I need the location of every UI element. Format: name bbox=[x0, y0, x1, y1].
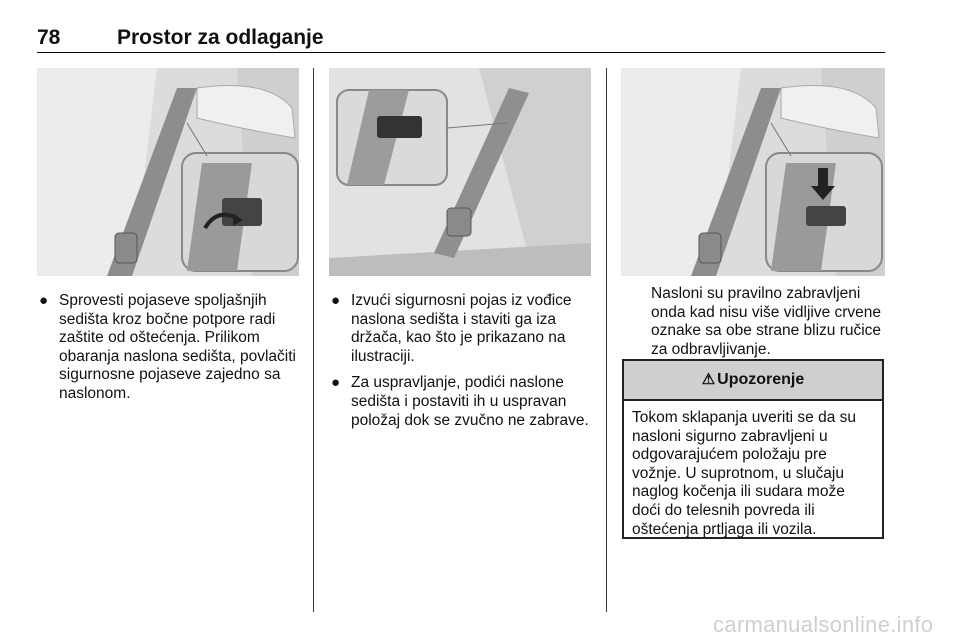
lock-check-paragraph: Nasloni su pravilno zabravljeni onda kad nisu više vidljive crvene oznake sa obe strane blizu ručice za odbravljivanje. bbox=[651, 285, 882, 358]
page-header bbox=[37, 26, 885, 54]
illustration-belt-side-support bbox=[37, 68, 299, 276]
col2-bullet-list bbox=[329, 292, 595, 438]
bullet-icon: ● bbox=[39, 292, 49, 309]
list-item: ● Za uspravljanje, podići naslone sedišta i postaviti ih u uspravan položaj dok se zvučno ne zabrave. bbox=[331, 374, 589, 429]
watermark: carmanualsonline.info bbox=[713, 612, 934, 637]
col1-bullet-list bbox=[37, 292, 299, 412]
illustration-belt-holder bbox=[329, 68, 591, 276]
bullet-icon: ● bbox=[331, 292, 341, 309]
column-divider bbox=[313, 68, 314, 612]
warning-triangle-icon: ⚠ bbox=[701, 371, 716, 388]
page-title: Prostor za odlaganje bbox=[117, 26, 324, 49]
list-item: ● Izvući sigurnosni pojas iz vođice naslona sedišta i staviti ga iza držača, kao što je prikazano na ilustraciji. bbox=[331, 292, 572, 365]
column-divider bbox=[606, 68, 607, 612]
header-rule bbox=[37, 52, 885, 53]
page-number: 78 bbox=[37, 26, 61, 49]
list-item: ● Sprovesti pojaseve spoljašnjih sedišta kroz bočne potpore radi zaštite od oštećenja. Prilikom obaranja naslona sedišta, povlačiti sigurnosne pojaseve zajedno sa naslonom. bbox=[39, 292, 296, 402]
warning-box bbox=[622, 359, 884, 539]
illustration-lock-indicator bbox=[621, 68, 885, 276]
bullet-icon: ● bbox=[331, 374, 341, 392]
warning-text: Tokom sklapanja uveriti se da su nasloni sigurno zabravljeni u odgovarajućem položaju pre vožnje. U suprotnom, u slučaju naglog kočenja ili sudara može doći do telesnih povreda ili oštećenja prtljaga ili vozila. bbox=[632, 409, 857, 538]
warning-heading: ⚠ Upozorenje bbox=[624, 361, 882, 401]
